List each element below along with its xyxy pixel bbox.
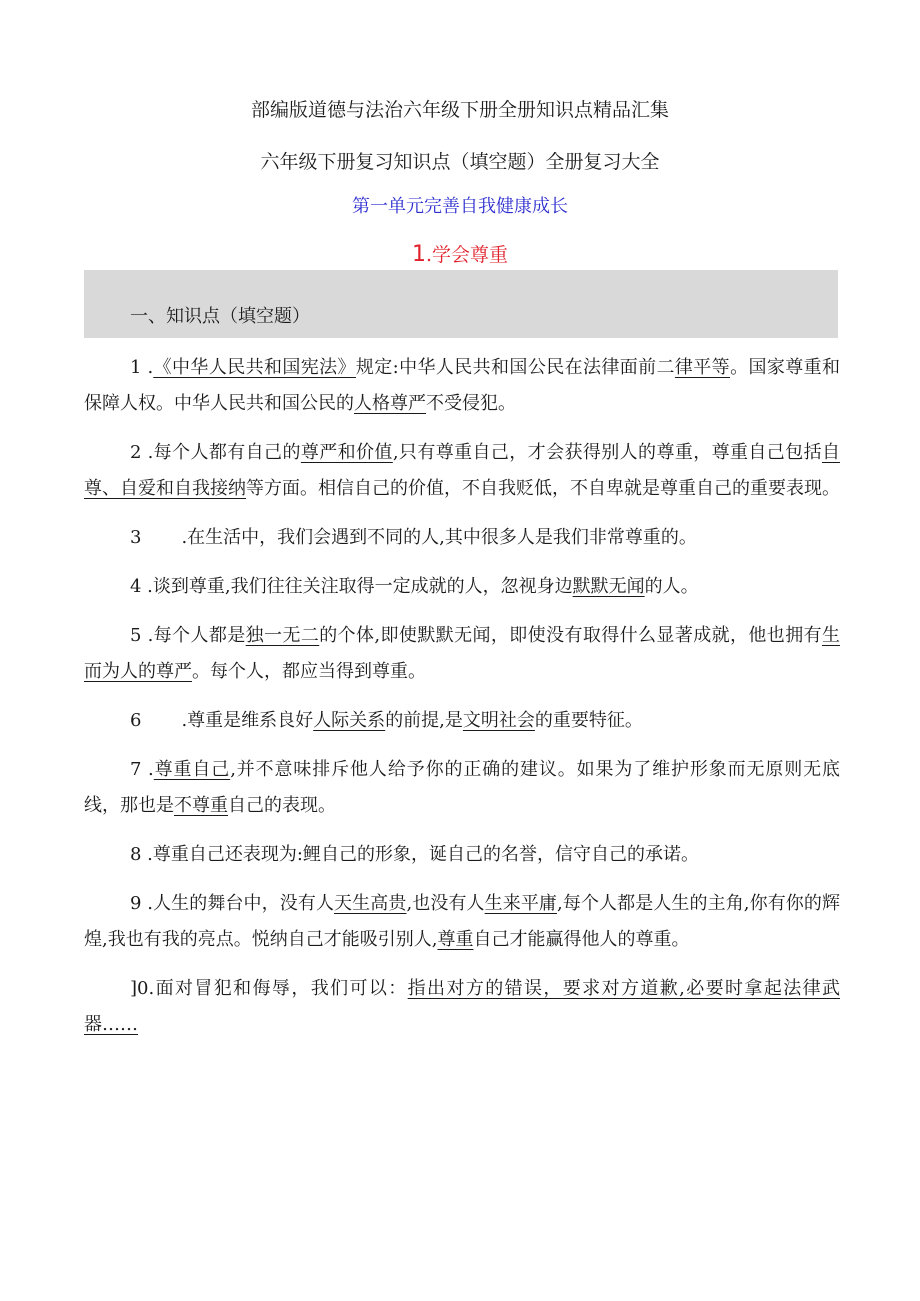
- item-text: 等方面。相信自己的价值，不自我贬低，不自卑就是尊重自己的重要表现。: [246, 477, 840, 499]
- underlined-answer: 人格尊严: [354, 393, 426, 414]
- underlined-answer: 尊严和价值: [300, 441, 393, 463]
- item-text: 7 .: [130, 758, 154, 780]
- lesson-number: 1: [411, 242, 426, 267]
- underlined-answer: 不尊重: [174, 794, 228, 816]
- underlined-answer: 《中华人民共和国宪法》: [153, 357, 356, 378]
- item-text: 3: [130, 526, 142, 548]
- list-item: [84, 886, 840, 958]
- list-item: [84, 520, 840, 556]
- item-text: 的个体,即使默默无闻，即使没有取得什么显著成就，他也拥有: [319, 624, 822, 646]
- list-item: [84, 350, 840, 422]
- list-item: [84, 618, 840, 690]
- underlined-answer: 指出对方的错误，要求对方道歉,必要时拿起法律武器……: [84, 977, 840, 1035]
- item-text: ,只有尊重自己，才会获得别人的尊重，尊重自己包括: [392, 441, 822, 463]
- item-text: ]0.面对冒犯和侮辱，我们可以：: [130, 977, 408, 999]
- item-text: .尊重是维系良好: [181, 709, 314, 731]
- item-text: 。国家尊重和保障人权。中华人民共和国公民的: [84, 357, 840, 414]
- lesson-heading: [0, 240, 920, 267]
- underlined-answer: 默默无闻: [572, 575, 645, 597]
- section-label: 一、知识点（填空题）: [130, 306, 310, 327]
- item-text: 的重要特征。: [534, 709, 643, 731]
- item-text: .在生活中，我们会遇到不同的人,其中很多人是我们非常尊重的。: [181, 526, 697, 548]
- underlined-answer: 尊重: [437, 928, 474, 950]
- item-text: 的前提,是: [385, 709, 463, 731]
- lesson-title: .学会尊重: [425, 244, 509, 266]
- document-title: 部编版道德与法治六年级下册全册知识点精品汇集: [250, 99, 669, 121]
- underlined-answer: 独一无二: [245, 624, 320, 646]
- item-text: 2 .每个人都有自己的: [130, 441, 301, 463]
- item-text: 6: [130, 709, 142, 731]
- unit-heading: 第一单元完善自我健康成长: [352, 196, 568, 217]
- item-text: 。每个人，都应当得到尊重。: [192, 660, 426, 682]
- list-item: [84, 703, 840, 739]
- list-item: [84, 837, 840, 873]
- list-item: [84, 971, 840, 1043]
- underlined-answer: 人际关系: [313, 709, 386, 731]
- underlined-answer: 文明社会: [462, 709, 535, 731]
- knowledge-list: [84, 350, 840, 1056]
- item-text: 4 .谈到尊重,我们往往关注取得一定成就的人，忽视身边: [130, 575, 573, 597]
- underlined-answer: 天生高贵: [334, 892, 407, 914]
- item-text: ,并不意味排斥他人给予你的正确的建议。如果为了维护形象而无原则无底线，那也是: [84, 758, 841, 816]
- item-text: 自己的表现。: [228, 794, 336, 816]
- item-text: 自己才能赢得他人的尊重。: [473, 928, 690, 950]
- list-item: [84, 435, 840, 507]
- underlined-answer: 生而为人的尊严: [84, 624, 840, 682]
- item-text: 5 .每个人都是: [130, 624, 246, 646]
- item-text: ,也没有人: [406, 892, 485, 914]
- item-text: 的人。: [644, 575, 699, 597]
- item-text: ,每个人都是人生的主角,你有你的辉煌,我也有我的亮点。悦纳自己才能吸引别人,: [84, 892, 840, 950]
- list-item: [84, 569, 840, 605]
- section-band: [84, 270, 838, 338]
- list-item: [84, 752, 840, 824]
- item-text: 规定:中华人民共和国公民在法律面前二: [355, 357, 675, 378]
- item-text: 9 .人生的舞台中，没有人: [130, 892, 335, 914]
- item-text: 8 .尊重自己还表现为:鲤自己的形象，诞自己的名誉，信守自己的承诺。: [130, 843, 699, 865]
- underlined-answer: 生来平庸: [484, 892, 558, 914]
- underlined-answer: 自尊、自爱和自我接纳: [84, 441, 840, 499]
- item-text: 不受侵犯。: [426, 393, 516, 414]
- document-subtitle: 六年级下册复习知识点（填空题）全册复习大全: [260, 151, 660, 173]
- underlined-answer: 尊重自己: [153, 758, 231, 780]
- item-text: 1 .: [130, 357, 154, 378]
- underlined-answer: 律平等: [674, 357, 731, 378]
